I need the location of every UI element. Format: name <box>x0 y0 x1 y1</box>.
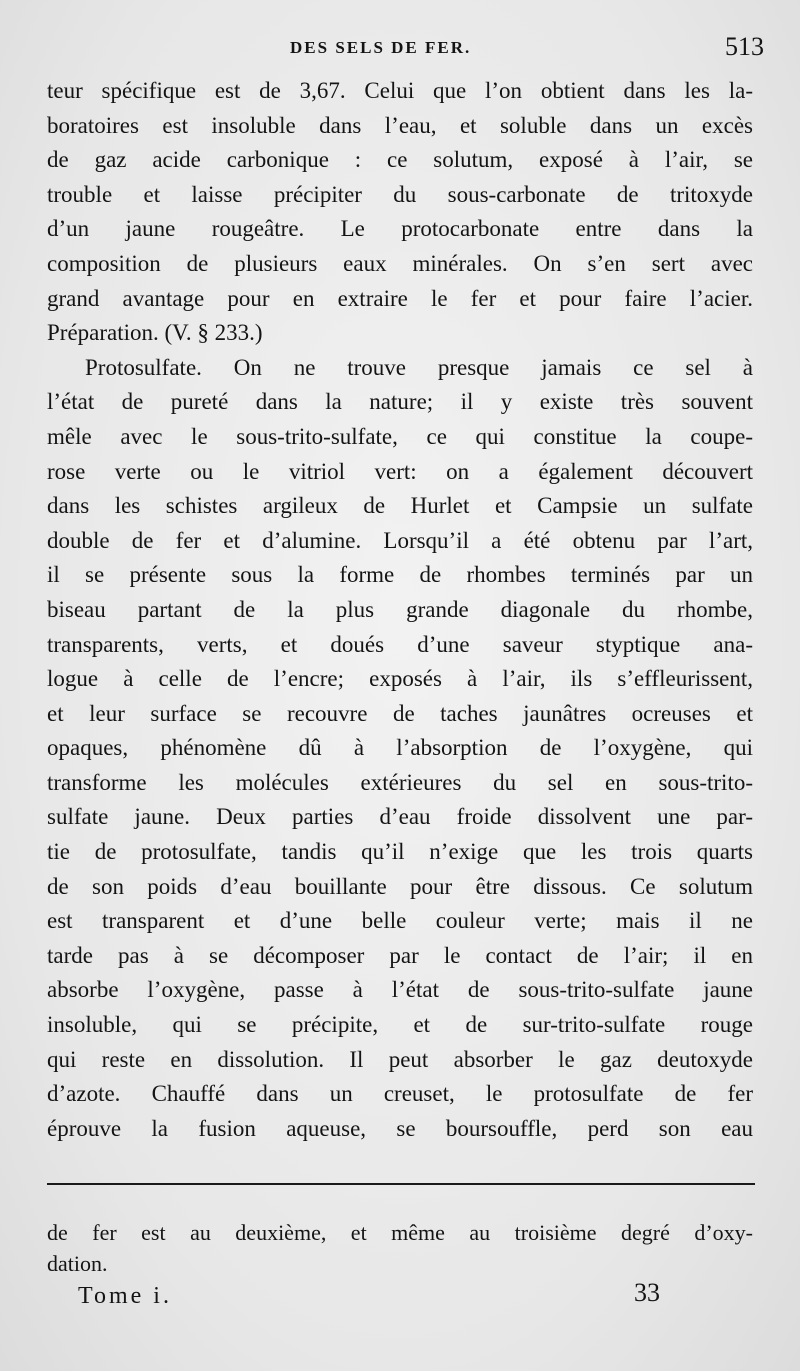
footnote-rule <box>47 1183 755 1185</box>
footnote-line: dation. <box>47 1251 108 1276</box>
text-line: de gaz acide carbonique : ce solutum, exposé à l’air, se <box>47 147 753 173</box>
text-line: qui reste en dissolution. Il peut absorber le gaz deutoxyde <box>47 1046 753 1072</box>
text-line: transforme les molécules extérieures du sel en sous-trito- <box>47 769 753 795</box>
text-line: absorbe l’oxygène, passe à l’état de sous-trito-sulfate jaune <box>47 977 753 1003</box>
text-line: grand avantage pour en extraire le fer et pour faire l’acier. <box>47 285 753 311</box>
text-line: double de fer et d’alumine. Lorsqu’il a été obtenu par l’art, <box>47 527 753 553</box>
text-line: et leur surface se recouvre de taches jaunâtres ocreuses et <box>47 700 753 726</box>
text-line: d’un jaune rougeâtre. Le protocarbonate entre dans la <box>47 216 753 242</box>
text-line: logue à celle de l’encre; exposés à l’air, ils s’effleurissent, <box>47 666 753 692</box>
text-line: boratoires est insoluble dans l’eau, et soluble dans un excès <box>47 112 753 138</box>
text-line: biseau partant de la plus grande diagonale du rhombe, <box>47 596 753 622</box>
text-line: d’azote. Chauffé dans un creuset, le protosulfate de fer <box>47 1081 753 1107</box>
text-line: teur spécifique est de 3,67. Celui que l’on obtient dans les la- <box>47 78 753 103</box>
text-line: Protosulfate. On ne trouve presque jamais ce sel à <box>85 354 753 380</box>
text-line: mêle avec le sous-trito-sulfate, ce qui constitue la coupe- <box>47 423 753 449</box>
text-line: éprouve la fusion aqueuse, se boursouffle, perd son eau <box>47 1115 753 1141</box>
text-line: il se présente sous la forme de rhombes terminés par un <box>47 562 753 588</box>
text-line: rose verte ou le vitriol vert: on a également découvert <box>47 458 753 484</box>
sheet-number: 33 <box>634 1278 660 1307</box>
text-line: de son poids d’eau bouillante pour être dissous. Ce solutum <box>47 873 753 899</box>
text-line: opaques, phénomène dû à l’absorption de l’oxygène, qui <box>47 735 753 761</box>
text-line: trouble et laisse précipiter du sous-carbonate de tritoxyde <box>47 181 753 207</box>
text-line: dans les schistes argileux de Hurlet et Campsie un sulfate <box>47 493 753 519</box>
text-line: Préparation. (V. § 233.) <box>47 320 263 346</box>
running-title: DES SELS DE FER. <box>290 38 472 57</box>
text-line: composition de plusieurs eaux minérales. On s’en sert avec <box>47 250 753 276</box>
text-line: sulfate jaune. Deux parties d’eau froide dissolvent une par- <box>47 804 753 830</box>
text-line: insoluble, qui se précipite, et de sur-trito-sulfate rouge <box>47 1012 753 1038</box>
page-number: 513 <box>725 32 764 61</box>
signature-mark: Tome i. <box>78 1283 172 1309</box>
text-line: transparents, verts, et doués d’une saveur styptique ana- <box>47 631 753 657</box>
text-line: tie de protosulfate, tandis qu’il n’exige que les trois quarts <box>47 839 753 865</box>
body-text <box>47 74 753 1146</box>
text-line: est transparent et d’une belle couleur verte; mais il ne <box>47 908 753 934</box>
footnote <box>47 1217 753 1279</box>
text-line: l’état de pureté dans la nature; il y existe très souvent <box>47 389 753 415</box>
text-line: tarde pas à se décomposer par le contact de l’air; il en <box>47 942 753 968</box>
footnote-line: de fer est au deuxième, et même au troisième degré d’oxy- <box>47 1220 753 1245</box>
running-head <box>0 32 800 66</box>
